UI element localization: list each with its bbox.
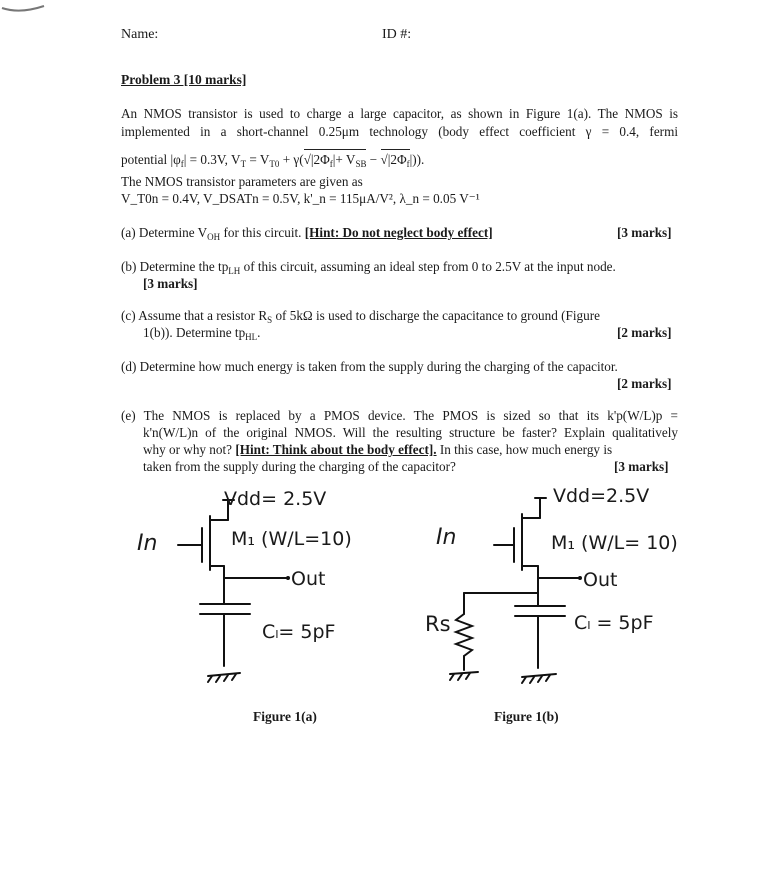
fig-a-m1: M₁ (W/L=10) xyxy=(231,528,352,550)
intro-line-1: An NMOS transistor is used to charge a large capacitor, as shown in Figure 1(a). The NMOS is xyxy=(121,106,678,121)
figure-1a-circuit xyxy=(120,478,370,693)
part-e-marks: [3 marks] xyxy=(614,459,669,474)
part-b-marks: [3 marks] xyxy=(143,276,198,291)
part-e-line-3: why or why not? [Hint: Think about the body effect]. In this case, how much energy is xyxy=(143,442,613,457)
fig-a-cl: Cₗ= 5pF xyxy=(262,621,336,643)
fig-a-in: In xyxy=(137,531,158,556)
scan-mark xyxy=(0,0,60,20)
problem-title: Problem 3 [10 marks] xyxy=(121,72,247,87)
fig-b-in: In xyxy=(436,525,457,550)
part-c-marks: [2 marks] xyxy=(617,325,672,340)
fig-b-cl: Cₗ = 5pF xyxy=(574,612,654,634)
part-b: (b) Determine the $tp_{LH}$ of this circuit, assuming an ideal step from 0 to 2.5V at the input node. xyxy=(121,259,616,276)
name-label: Name: xyxy=(121,27,159,42)
part-c-line-1: (c) Assume that a resistor $R_S$ of 5kΩ is used to discharge the capacitance to ground (Figure xyxy=(121,308,600,325)
part-e-line-4: taken from the supply during the charging of the capacitor? xyxy=(143,459,456,474)
part-e-line-1: (e) The NMOS is replaced by a PMOS device. The PMOS is sized so that its k'p(W/L)p = xyxy=(121,408,678,423)
part-d: (d) Determine how much energy is taken from the supply during the charging of the capacitor. xyxy=(121,359,618,374)
out-node-b xyxy=(578,576,582,580)
part-a: (a) Determine $V_{OH}$ for this circuit. [Hint: Do not neglect body effect] xyxy=(121,225,493,242)
id-label: ID #: xyxy=(382,27,412,42)
intro-line-5: V_T0n = 0.4V, V_DSATn = 0.5V, k'_n = 115μA/V², λ_n = 0.05 V⁻¹ xyxy=(121,191,480,206)
part-e-line-2: k'n(W/L)n of the original NMOS. Will the resulting structure be faster? Explain qualitatively xyxy=(143,425,678,440)
fig-b-m1: M₁ (W/L= 10) xyxy=(551,532,678,554)
figure-1b-circuit xyxy=(420,478,680,693)
fig-a-out: Out xyxy=(291,568,326,590)
figure-1a-caption: Figure 1(a) xyxy=(253,709,317,724)
part-d-marks: [2 marks] xyxy=(617,376,672,391)
figure-1b-caption: Figure 1(b) xyxy=(494,709,559,724)
intro-line-4: The NMOS transistor parameters are given as xyxy=(121,174,363,189)
fig-b-vdd: Vdd=2.5V xyxy=(553,485,650,507)
part-c-line-2: 1(b)). Determine $tp_{HL}$. xyxy=(143,325,261,342)
fig-a-vdd: Vdd= 2.5V xyxy=(224,488,327,510)
intro-line-2: implemented in a short-channel 0.25μm technology (body effect coefficient γ = 0.4, fermi xyxy=(121,124,678,139)
out-node-a xyxy=(286,576,290,580)
intro-line-3: potential $|\varphi_f| = 0.3V$, $V_T = V_{T0} + \gamma(√|2\Phi_f|+ V_{SB} - √|2\Phi_f|)$). xyxy=(121,149,424,173)
fig-b-rs: Rs xyxy=(425,612,451,636)
fig-b-out: Out xyxy=(583,569,618,591)
part-a-marks: [3 marks] xyxy=(617,225,672,240)
